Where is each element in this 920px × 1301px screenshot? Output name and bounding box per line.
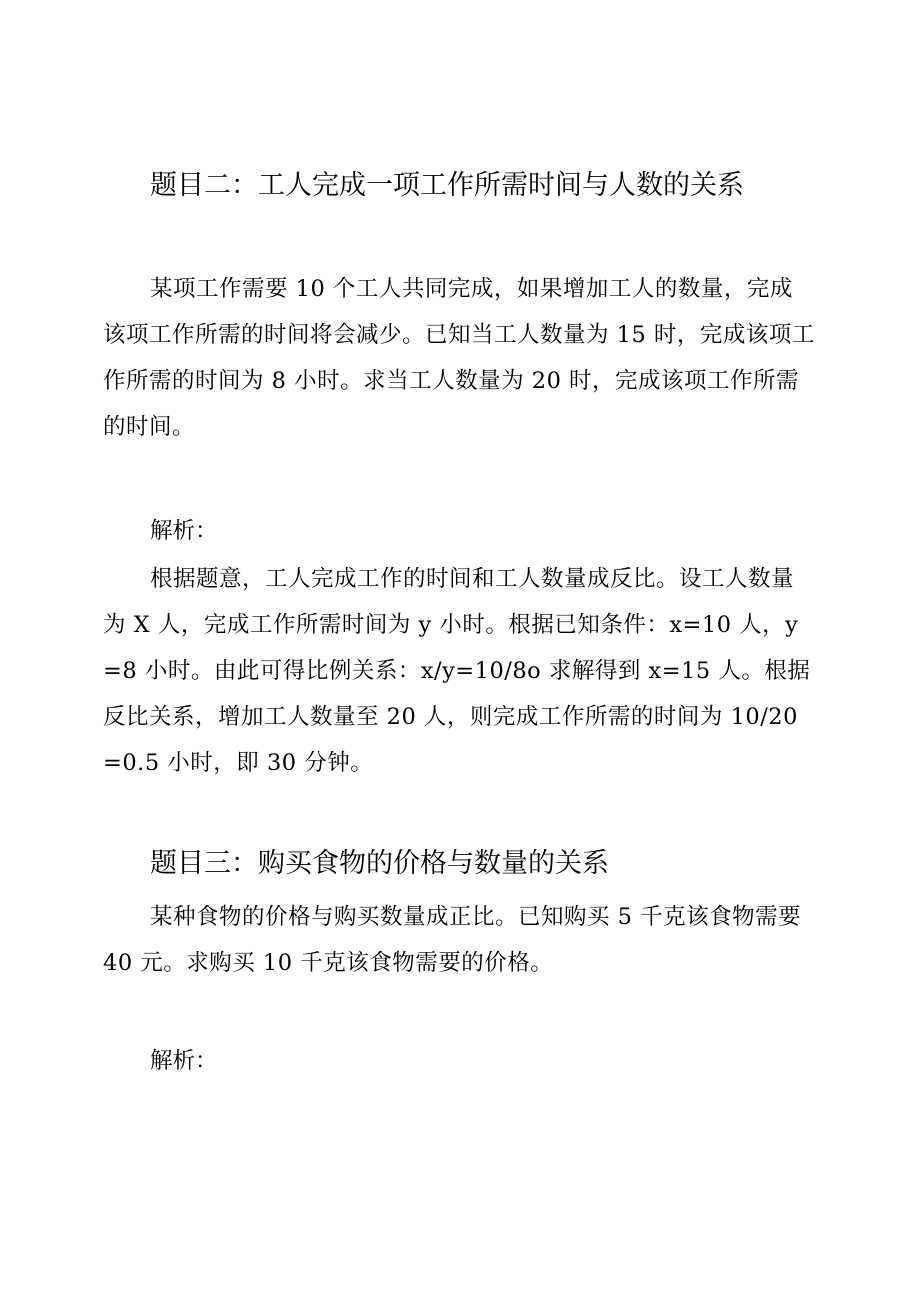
section-3-analysis-label: 解析： (150, 1048, 218, 1074)
section-2-analysis: 根据题意，工人完成工作的时间和工人数量成反比。设工人数量为 X 人，完成工作所需时间为 y 小时。根据已知条件：x=10 人，y=8 小时。由此可得比例关系：x/y=10/8o 求解得到 x=15 人。根据反比关系，增加工人数量至 20 人，则完成工作所需的时间为 10/20=0.5 小时，即 30 分钟。 (103, 566, 811, 776)
section-2-title: 题目二：工人完成一项工作所需时间与人数的关系 (150, 170, 744, 201)
section-3-title: 题目三：购买食物的价格与数量的关系 (150, 848, 609, 879)
section-2-analysis-label: 解析： (150, 518, 218, 544)
section-3-problem: 某种食物的价格与购买数量成正比。已知购买 5 千克该食物需要 40 元。求购买 10 千克该食物需要的价格。 (103, 904, 802, 976)
section-2-problem: 某项工作需要 10 个工人共同完成，如果增加工人的数量，完成该项工作所需的时间将会减少。已知当工人数量为 15 时，完成该项工作所需的时间为 8 小时。求当工人数量为 20 时，完成该项工作所需的时间。 (103, 276, 815, 440)
